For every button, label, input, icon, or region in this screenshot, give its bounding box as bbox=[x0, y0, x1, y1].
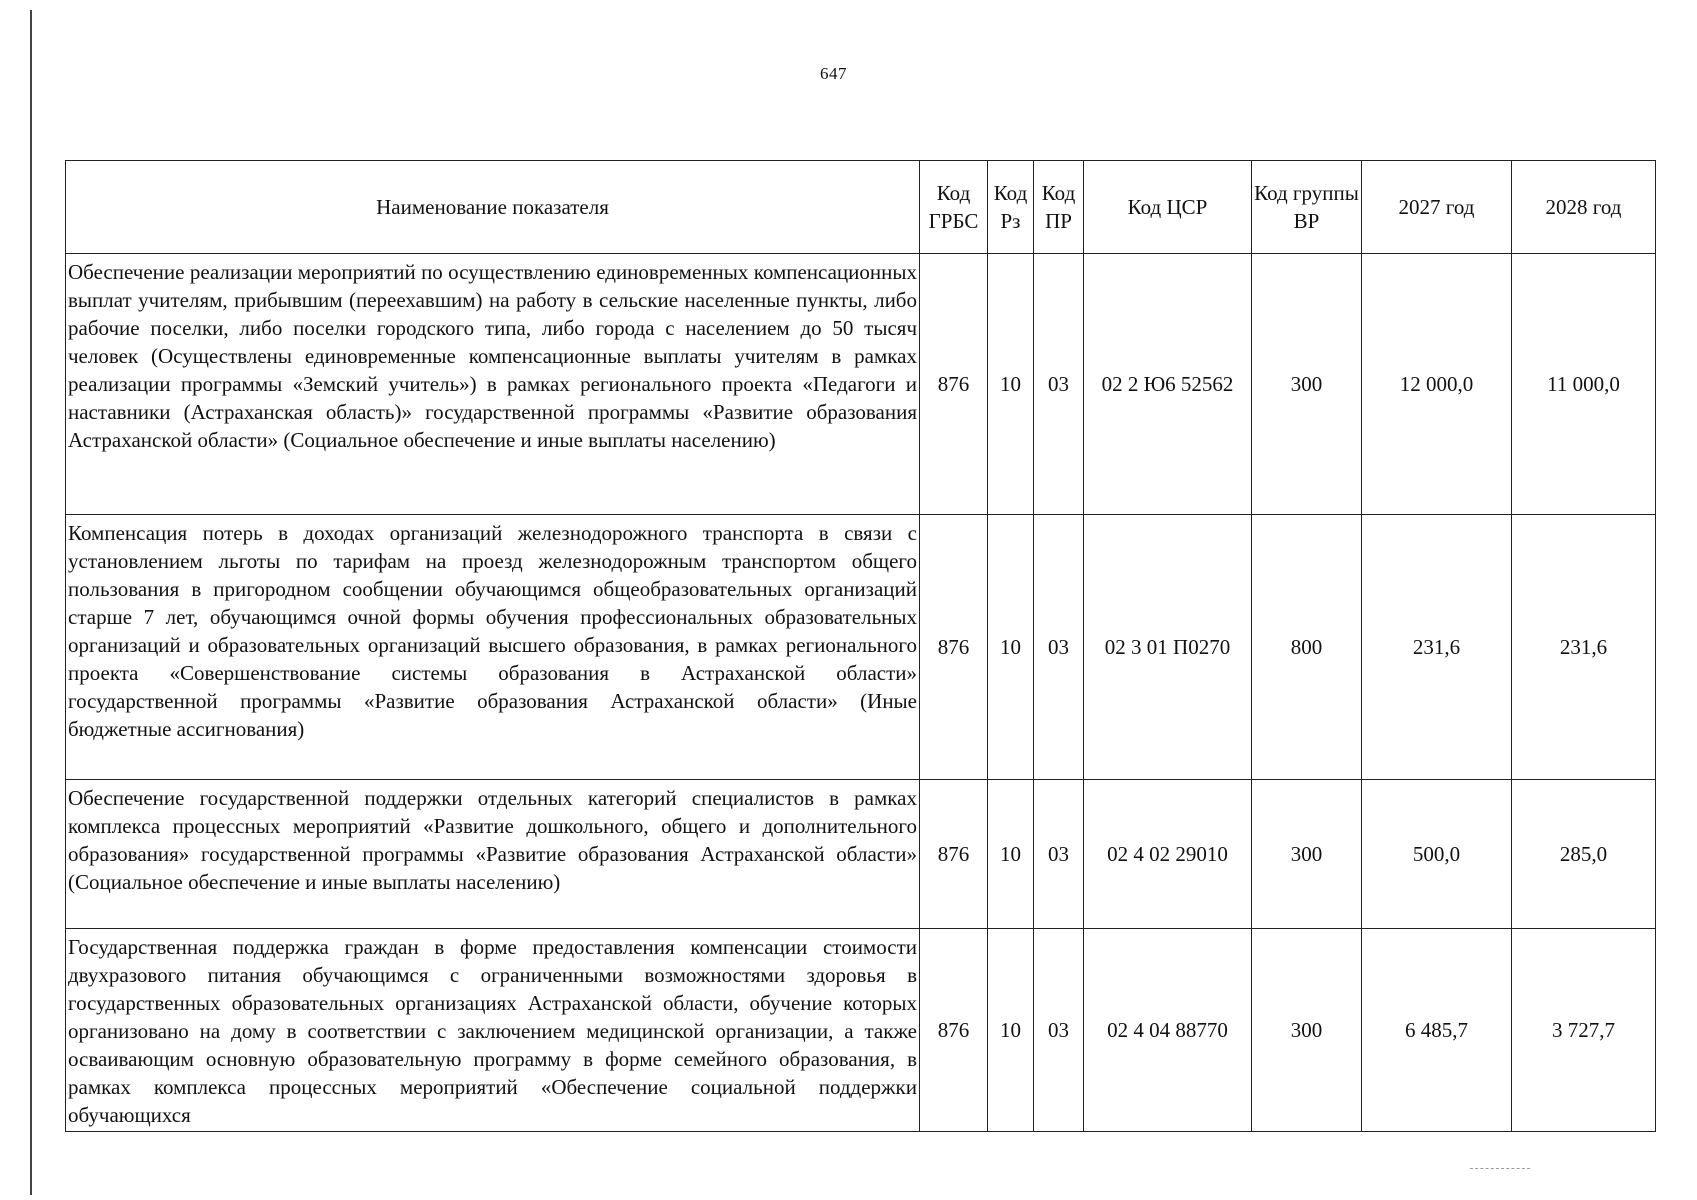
row-vr: 800 bbox=[1252, 515, 1362, 780]
row-2028: 11 000,0 bbox=[1512, 254, 1656, 515]
row-csr: 02 4 04 88770 bbox=[1084, 929, 1252, 1132]
row-vr: 300 bbox=[1252, 780, 1362, 929]
row-pr: 03 bbox=[1034, 515, 1084, 780]
table-row bbox=[66, 780, 1656, 929]
row-rz: 10 bbox=[988, 780, 1034, 929]
header-rz: Код Рз bbox=[988, 161, 1034, 254]
row-2027: 500,0 bbox=[1362, 780, 1512, 929]
header-name: Наименование показателя bbox=[66, 161, 920, 254]
row-grbs: 876 bbox=[920, 254, 988, 515]
row-2028: 231,6 bbox=[1512, 515, 1656, 780]
header-grbs: Код ГРБС bbox=[920, 161, 988, 254]
table-row bbox=[66, 515, 1656, 780]
row-2027: 12 000,0 bbox=[1362, 254, 1512, 515]
row-rz: 10 bbox=[988, 929, 1034, 1132]
row-csr: 02 2 Ю6 52562 bbox=[1084, 254, 1252, 515]
header-2028: 2028 год bbox=[1512, 161, 1656, 254]
table-row bbox=[66, 929, 1656, 1132]
header-pr: Код ПР bbox=[1034, 161, 1084, 254]
row-grbs: 876 bbox=[920, 780, 988, 929]
row-grbs: 876 bbox=[920, 929, 988, 1132]
row-name: Компенсация потерь в доходах организаций железнодорожного транспорта в связи с установлением льготы по тарифам на проезд железнодорожным транспортом общего пользования в пригородном сообщении обучающимся общеобразовательных организаций старше 7 лет, обучающимся очной формы обучения профессиональных образовательных организаций и образовательных организаций высшего образования, в рамках регионального проекта «Совершенствование системы образования в Астраханской области» государственной программы «Развитие образования Астраханской области» (Иные бюджетные ассигнования) bbox=[66, 515, 920, 780]
row-pr: 03 bbox=[1034, 254, 1084, 515]
row-2028: 285,0 bbox=[1512, 780, 1656, 929]
row-name: Обеспечение реализации мероприятий по осуществлению единовременных компенсационных выплат учителям, прибывшим (переехавшим) на работу в сельские населенные пункты, либо рабочие поселки, либо поселки городского типа, либо города с населением до 50 тысяч человек (Осуществлены единовременные компенсационные выплаты учителям в рамках реализации программы «Земский учитель») в рамках регионального проекта «Педагоги и наставники (Астраханская область)» государственной программы «Развитие образования Астраханской области» (Социальное обеспечение и иные выплаты населению) bbox=[66, 254, 920, 515]
row-pr: 03 bbox=[1034, 929, 1084, 1132]
row-2027: 6 485,7 bbox=[1362, 929, 1512, 1132]
table-header-row bbox=[66, 161, 1656, 254]
row-name: Обеспечение государственной поддержки отдельных категорий специалистов в рамках комплекса процессных мероприятий «Развитие дошкольного, общего и дополнительного образования» государственной программы «Развитие образования Астраханской области» (Социальное обеспечение и иные выплаты населению) bbox=[66, 780, 920, 929]
row-csr: 02 4 02 29010 bbox=[1084, 780, 1252, 929]
row-grbs: 876 bbox=[920, 515, 988, 780]
table-row bbox=[66, 254, 1656, 515]
page-number: 647 bbox=[820, 64, 847, 83]
row-pr: 03 bbox=[1034, 780, 1084, 929]
row-rz: 10 bbox=[988, 515, 1034, 780]
row-2027: 231,6 bbox=[1362, 515, 1512, 780]
header-csr: Код ЦСР bbox=[1084, 161, 1252, 254]
row-2028: 3 727,7 bbox=[1512, 929, 1656, 1132]
header-2027: 2027 год bbox=[1362, 161, 1512, 254]
binding-line bbox=[30, 10, 32, 1195]
row-name: Государственная поддержка граждан в форме предоставления компенсации стоимости двухразового питания обучающимся с ограниченными возможностями здоровья в государственных образовательных организациях Астраханской области, обучение которых организовано на дому в соответствии с заключением медицинской организации, а также осваивающим основную образовательную программу в форме семейного образования, в рамках комплекса процессных мероприятий «Обеспечение социальной поддержки обучающихся bbox=[66, 929, 920, 1132]
row-rz: 10 bbox=[988, 254, 1034, 515]
header-vr: Код группы ВР bbox=[1252, 161, 1362, 254]
row-vr: 300 bbox=[1252, 929, 1362, 1132]
budget-table bbox=[65, 160, 1656, 1132]
row-vr: 300 bbox=[1252, 254, 1362, 515]
row-csr: 02 3 01 П0270 bbox=[1084, 515, 1252, 780]
scan-artifact-dash bbox=[1470, 1168, 1530, 1170]
